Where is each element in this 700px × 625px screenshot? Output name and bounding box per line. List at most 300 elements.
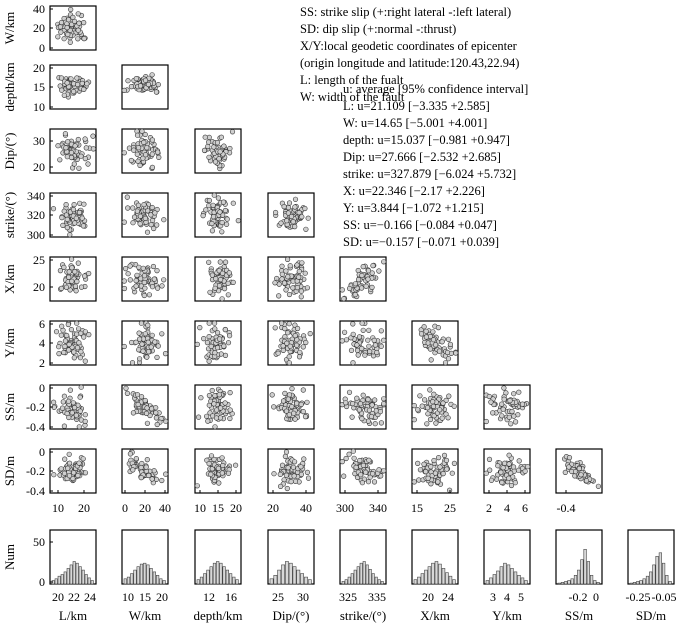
histogram-bar — [649, 572, 652, 584]
histogram-bar — [662, 563, 665, 584]
scatter-point — [87, 332, 92, 337]
scatter-point — [351, 449, 356, 454]
hist-x-tick-label: 30 — [297, 590, 309, 604]
scatter-point — [73, 269, 78, 274]
scatter-point — [579, 473, 584, 478]
stats-line: Dip: u=27.666 [−2.532 +2.685] — [343, 150, 501, 164]
scatter-point — [286, 466, 291, 471]
scatter-point — [283, 326, 288, 331]
scatter-point — [444, 458, 449, 463]
scatter-point — [286, 205, 291, 210]
scatter-point — [297, 269, 302, 274]
histogram-bar — [236, 580, 239, 584]
x-tick-label: 15 — [212, 501, 224, 515]
histogram-bar — [134, 570, 137, 584]
y-axis-label: SS/m — [2, 392, 17, 422]
hist-x-axis-label: Y/km — [492, 608, 522, 623]
scatter-point — [67, 270, 72, 275]
scatter-point — [72, 221, 77, 226]
scatter-point — [143, 286, 148, 291]
histogram-bar — [207, 570, 210, 584]
scatter-point — [64, 285, 69, 290]
histogram-bar — [514, 572, 517, 584]
scatter-point — [143, 216, 148, 221]
scatter-point — [453, 351, 458, 356]
scatter-point — [143, 78, 148, 83]
scatter-point — [207, 334, 212, 339]
scatter-point — [62, 394, 67, 399]
histogram-bar — [73, 562, 75, 585]
scatter-point — [143, 398, 148, 403]
scatter-point — [64, 202, 69, 207]
histogram-bar — [574, 575, 577, 584]
scatter-point — [424, 335, 429, 340]
scatter-point — [358, 473, 363, 478]
scatter-point — [139, 475, 144, 480]
scatter-point — [282, 281, 287, 286]
scatter-point — [125, 206, 130, 211]
scatter-point — [523, 469, 528, 474]
scatter-point — [286, 274, 291, 279]
y-axis-label: Dip/(°) — [2, 132, 17, 170]
scatter-point — [293, 333, 298, 338]
scatter-point — [213, 393, 218, 398]
scatter-point — [61, 400, 66, 405]
scatter-point — [358, 401, 363, 406]
scatter-point — [436, 325, 441, 330]
scatter-point — [293, 205, 298, 210]
legend-line: L: length of the fualt — [300, 73, 404, 87]
scatter-point — [283, 391, 288, 396]
histogram-bar — [486, 581, 489, 585]
scatter-point — [160, 284, 165, 289]
scatter-point — [122, 344, 127, 349]
scatter-point — [373, 343, 378, 348]
legend-line: SD: dip slip (+:normal -:thrust) — [300, 22, 457, 36]
scatter-point — [299, 472, 304, 477]
scatter-point — [150, 477, 155, 482]
scatter-point — [366, 397, 371, 402]
scatter-point — [438, 465, 443, 470]
scatter-point — [517, 390, 522, 395]
scatter-point — [305, 400, 310, 405]
scatter-point — [76, 12, 81, 17]
scatter-point — [342, 297, 347, 302]
scatter-point — [207, 155, 212, 160]
scatter-point — [484, 419, 489, 424]
scatter-point — [351, 360, 356, 365]
scatter-point — [137, 357, 142, 362]
scatter-point — [122, 279, 127, 284]
scatter-point — [353, 292, 358, 297]
histogram-bar — [653, 565, 656, 584]
stats-line: L: u=21.109 [−3.335 +2.585] — [343, 99, 490, 113]
y-tick-label: 300 — [27, 228, 45, 242]
scatter-point — [446, 416, 451, 421]
scatter-point — [129, 84, 134, 89]
scatter-point — [136, 348, 141, 353]
scatter-point — [54, 329, 59, 334]
scatter-point — [139, 465, 144, 470]
scatter-point — [441, 471, 446, 476]
scatter-point — [516, 468, 521, 473]
scatter-point — [150, 284, 155, 289]
scatter-point — [281, 348, 286, 353]
histogram-bar — [504, 563, 507, 584]
scatter-point — [285, 257, 290, 262]
scatter-point — [490, 411, 495, 416]
scatter-point — [80, 81, 85, 86]
scatter-point — [82, 274, 87, 279]
scatter-point — [358, 458, 363, 463]
scatter-point — [154, 90, 159, 95]
hist-x-tick-label: 16 — [225, 590, 237, 604]
histogram-bar — [500, 567, 503, 584]
scatter-point — [273, 210, 278, 215]
scatter-point — [68, 388, 73, 393]
scatter-point — [56, 35, 61, 40]
scatter-point — [418, 394, 423, 399]
x-tick-label: 20 — [230, 501, 242, 515]
scatter-point — [65, 154, 70, 159]
scatter-point — [59, 76, 64, 81]
scatter-point — [81, 457, 86, 462]
scatter-point — [364, 284, 369, 289]
scatter-point — [291, 219, 296, 224]
scatter-point — [507, 462, 512, 467]
scatter-point — [81, 335, 86, 340]
histogram-bar — [669, 581, 672, 584]
stats-line: strike: u=327.879 [−6.024 +5.732] — [343, 167, 517, 181]
x-tick-label: 2 — [486, 501, 492, 515]
scatter-point — [155, 268, 160, 273]
scatter-point — [209, 344, 214, 349]
scatter-point — [65, 217, 70, 222]
scatter-point — [577, 466, 582, 471]
histogram-bar — [304, 577, 307, 584]
x-tick-label: 0 — [122, 501, 128, 515]
scatter-point — [122, 88, 127, 93]
scatter-point — [302, 457, 307, 462]
scatter-point — [434, 421, 439, 426]
scatter-point — [68, 7, 73, 12]
scatter-point — [513, 420, 518, 425]
scatter-point — [281, 399, 286, 404]
scatter-point — [76, 473, 81, 478]
scatter-point — [140, 342, 145, 347]
histogram-bar — [581, 560, 584, 584]
scatter-point — [304, 340, 309, 345]
scatter-point — [341, 474, 346, 479]
legend-line: SS: strike slip (+:right lateral -:left lateral) — [300, 5, 512, 19]
scatter-point — [135, 133, 140, 138]
scatter-point — [375, 350, 380, 355]
scatter-point — [65, 466, 70, 471]
scatter-point — [379, 421, 384, 426]
histogram-bar — [568, 581, 571, 585]
scatter-point — [502, 386, 507, 391]
scatter-point — [134, 278, 139, 283]
scatter-point — [423, 469, 428, 474]
scatter-point — [355, 348, 360, 353]
scatter-point — [381, 401, 386, 406]
scatter-point — [134, 76, 139, 81]
scatter-point — [137, 337, 142, 342]
scatter-point — [300, 261, 305, 266]
scatter-point — [287, 321, 292, 326]
scatter-point — [152, 468, 157, 473]
scatter-point — [353, 282, 358, 287]
histogram-bar — [88, 578, 90, 584]
scatter-point — [136, 145, 141, 150]
scatter-point — [63, 344, 68, 349]
scatter-point — [143, 332, 148, 337]
scatter-point — [70, 411, 75, 416]
scatter-point — [340, 288, 345, 293]
scatter-point — [512, 414, 517, 419]
scatter-point — [63, 339, 68, 344]
histogram-bar — [493, 575, 496, 585]
histogram-bar — [360, 563, 362, 584]
histogram-bar — [137, 567, 140, 584]
histogram-bar — [293, 567, 296, 584]
scatter-point — [64, 213, 69, 218]
y-tick-label: -0.4 — [26, 420, 45, 434]
scatter-point — [62, 350, 67, 355]
y-axis-label: X/km — [2, 264, 17, 294]
scatter-point — [225, 217, 230, 222]
histogram-bar — [289, 563, 292, 584]
histogram-bar — [375, 577, 377, 584]
hist-x-axis-label: SD/m — [635, 608, 667, 623]
scatter-point — [370, 285, 375, 290]
scatter-point — [500, 480, 505, 485]
scatter-point — [76, 327, 81, 332]
scatter-point — [162, 217, 167, 222]
scatter-point — [501, 407, 506, 412]
y-tick-label: 10 — [33, 100, 45, 114]
scatter-point — [280, 272, 285, 277]
scatter-point — [213, 277, 218, 282]
scatter-point — [76, 261, 81, 266]
scatter-point — [207, 359, 212, 364]
histogram-bar — [147, 565, 150, 584]
scatter-point — [84, 146, 89, 151]
scatter-point — [218, 277, 223, 282]
scatter-point — [280, 463, 285, 468]
histogram-bar — [381, 581, 383, 584]
scatter-point — [126, 78, 131, 83]
scatter-point — [412, 480, 417, 485]
histogram-bar — [357, 567, 359, 584]
scatter-point — [72, 162, 77, 167]
scatter-point — [69, 327, 74, 332]
scatter-point — [500, 414, 505, 419]
y-tick-label: 0 — [39, 575, 45, 589]
scatter-point — [198, 325, 203, 330]
scatter-point — [146, 340, 151, 345]
stats-line: W: u=14.65 [−5.001 +4.001] — [343, 116, 488, 130]
scatter-point — [273, 281, 278, 286]
y-tick-label: 340 — [27, 189, 45, 203]
scatter-point — [199, 395, 204, 400]
scatter-point — [68, 40, 73, 45]
scatter-point — [163, 472, 168, 477]
histogram-bar — [342, 581, 344, 584]
histogram-bar — [223, 567, 226, 584]
scatter-point — [73, 144, 78, 149]
scatter-point — [61, 223, 66, 228]
scatter-point — [300, 215, 305, 220]
histogram-bar — [565, 581, 568, 584]
scatter-point — [363, 470, 368, 475]
scatter-point — [146, 323, 151, 328]
histogram-bar — [432, 563, 435, 584]
scatter-point — [227, 271, 232, 276]
scatter-point — [452, 461, 457, 466]
scatter-point — [284, 218, 289, 223]
histogram-bar — [630, 583, 633, 584]
scatter-point — [145, 457, 150, 462]
scatter-point — [132, 215, 137, 220]
scatter-point — [223, 353, 228, 358]
scatter-point — [286, 397, 291, 402]
scatter-point — [140, 129, 145, 134]
histogram-bar — [425, 570, 428, 584]
histogram-bar — [633, 582, 636, 584]
scatter-point — [231, 201, 236, 206]
hist-x-tick-label: 4 — [504, 590, 510, 604]
histogram-bar — [442, 568, 445, 584]
scatter-point — [210, 221, 215, 226]
scatter-point — [379, 329, 384, 334]
scatter-point — [81, 224, 86, 229]
scatter-point — [295, 326, 300, 331]
histogram-bar — [643, 579, 646, 584]
histogram-bar — [220, 563, 223, 584]
scatter-point — [153, 211, 158, 216]
scatter-point — [366, 479, 371, 484]
scatter-point — [507, 415, 512, 420]
scatter-point — [303, 414, 308, 419]
y-tick-label: 40 — [33, 2, 45, 16]
scatter-point — [75, 279, 80, 284]
scatter-point — [91, 134, 96, 139]
scatter-point — [207, 198, 212, 203]
scatter-point — [288, 263, 293, 268]
scatter-point — [511, 391, 516, 396]
y-tick-label: 20 — [33, 61, 45, 75]
scatter-point — [60, 406, 65, 411]
scatter-point — [138, 84, 143, 89]
scatter-point — [134, 456, 139, 461]
scatter-point — [373, 421, 378, 426]
scatter-point — [196, 415, 201, 420]
scatter-point — [66, 17, 71, 22]
scatter-point — [433, 471, 438, 476]
scatter-point — [59, 20, 64, 25]
scatter-point — [209, 454, 214, 459]
histogram-bar — [490, 578, 493, 584]
scatter-point — [367, 458, 372, 463]
y-tick-label: -0.4 — [26, 484, 45, 498]
scatter-point — [228, 146, 233, 151]
hist-x-axis-label: Dip/(°) — [272, 608, 310, 623]
scatter-point — [77, 201, 82, 206]
scatter-point — [60, 215, 65, 220]
scatter-point — [441, 401, 446, 406]
hist-x-tick-label: 335 — [368, 590, 386, 604]
scatter-point — [418, 468, 423, 473]
scatter-point — [294, 343, 299, 348]
histogram-bar — [577, 570, 580, 584]
scatter-point — [67, 415, 72, 420]
scatter-point — [289, 479, 294, 484]
scatter-point — [287, 201, 292, 206]
scatter-point — [73, 284, 78, 289]
scatter-point — [135, 209, 140, 214]
x-tick-label: 25 — [444, 501, 456, 515]
scatter-point — [150, 138, 155, 143]
stats-line: Y: u=3.844 [−1.072 +1.215] — [343, 201, 484, 215]
scatter-point — [284, 450, 289, 455]
histogram-bar — [597, 582, 600, 584]
scatter-point — [65, 139, 70, 144]
scatter-point — [452, 404, 457, 409]
scatter-point — [65, 225, 70, 230]
scatter-point — [277, 282, 282, 287]
scatter-point — [450, 471, 455, 476]
scatter-point — [217, 337, 222, 342]
hist-x-tick-label: -0.2 — [568, 590, 588, 604]
histogram-bar — [301, 574, 304, 584]
scatter-point — [80, 216, 85, 221]
y-tick-label: 320 — [27, 208, 45, 222]
scatter-point — [517, 459, 522, 464]
histogram-bar — [140, 564, 143, 584]
histogram-bar — [497, 571, 500, 584]
scatter-point — [76, 37, 81, 42]
scatter-point — [306, 216, 311, 221]
scatter-point — [381, 338, 386, 343]
histogram-bar — [518, 575, 521, 584]
scatter-point — [70, 279, 75, 284]
scatter-point — [215, 140, 220, 145]
scatter-point — [146, 473, 151, 478]
scatter-point — [144, 411, 149, 416]
scatter-point — [381, 260, 386, 265]
scatter-point — [425, 406, 430, 411]
scatter-point — [62, 471, 67, 476]
scatter-point — [415, 407, 420, 412]
scatter-point — [125, 195, 130, 200]
scatter-point — [82, 202, 87, 207]
scatter-point — [75, 76, 80, 81]
hist-x-tick-label: 20 — [422, 590, 434, 604]
scatter-point — [66, 275, 71, 280]
x-tick-label: 6 — [522, 501, 528, 515]
histogram-bar — [351, 574, 353, 584]
scatter-point — [567, 455, 572, 460]
scatter-point — [280, 264, 285, 269]
histogram-bar — [428, 567, 431, 584]
x-tick-label: 40 — [300, 501, 312, 515]
scatter-point — [489, 400, 494, 405]
y-tick-label: 15 — [33, 80, 45, 94]
scatter-point — [155, 286, 160, 291]
scatter-point — [428, 388, 433, 393]
scatter-point — [349, 348, 354, 353]
